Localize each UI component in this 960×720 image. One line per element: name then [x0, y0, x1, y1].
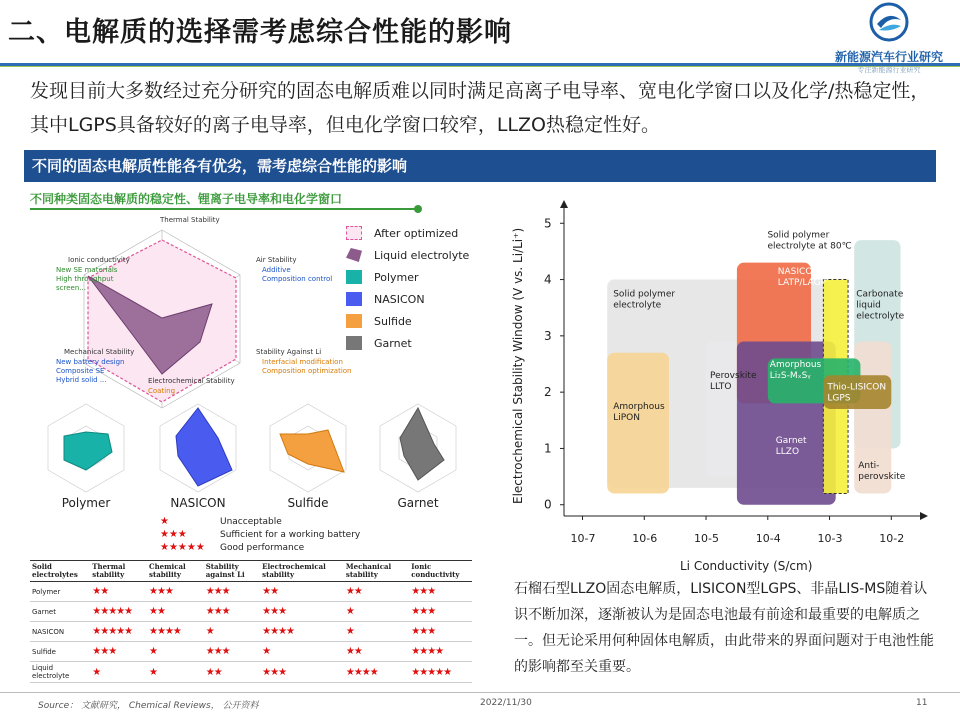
page-title: 二、电解质的选择需考虑综合性能的影响 — [8, 17, 512, 48]
label-solid-polymer-line-1: electrolyte — [613, 300, 662, 311]
label-nasicon-line-1: LATP/LAGP — [777, 277, 827, 288]
axis-thermal-label: Thermal Stability — [160, 216, 220, 224]
rating-row-2: ★★★ Sufficient for a working battery — [160, 529, 361, 540]
li-note-2: Composition optimization — [262, 367, 352, 375]
footer-divider — [0, 692, 960, 693]
label-llto-line-0: Perovskite — [710, 371, 757, 382]
radar-legend — [346, 222, 469, 354]
legend-item-sulfide: Sulfide — [346, 310, 469, 332]
label-carbonate-line-2: electrolyte — [856, 311, 905, 322]
polymer-radar-shape — [64, 432, 112, 470]
x-axis-title: Li Conductivity (S/cm) — [680, 559, 813, 573]
small-radar-label-nasicon: NASICON — [170, 496, 226, 510]
label-anti-perovskite-line-1: perovskite — [858, 472, 906, 483]
y-tick-label: 5 — [544, 216, 552, 231]
small-radars — [28, 400, 478, 500]
source-note: Source： 文献研究， Chemical Reviews， 公开资料 — [38, 701, 259, 711]
y-tick-label: 2 — [544, 385, 552, 400]
mech-note-2: Composite SE — [56, 367, 105, 375]
axis-mech-label: Mechanical Stability — [64, 348, 135, 356]
axis-air-label: Air Stability — [256, 256, 297, 264]
legend-item-nasicon: NASICON — [346, 288, 469, 310]
chart-caption: 石榴石型LLZO固态电解质，LISICON型LGPS、非晶LIS-MS随着认识不断加深，逐渐被认为是固态电池最有前途和最重要的电解质之一。但无论采用何种固体电解质，由此带来的界面问题对于电池性能的影响都至关重要。 — [514, 581, 934, 675]
subheading-underline — [30, 208, 418, 210]
ionic-note-2: High throughput — [56, 275, 114, 283]
mech-note-3: Hybrid solid ... — [56, 376, 107, 384]
section-banner: 不同的固态电解质性能各有优劣，需考虑综合性能的影响 — [24, 150, 936, 182]
label-polymer-80c-line-0: Solid polymer — [767, 230, 830, 241]
intro-text: 发现目前大多数经过充分研究的固态电解质难以同时满足高离子电导率、宽电化学窗口以及化学/热稳定性，其中LGPS具备较好的离子电导率，但电化学窗口较窄，LLZO热稳定性好。 — [30, 80, 930, 136]
region-1 — [607, 353, 669, 494]
x-tick-label: 10-5 — [694, 532, 720, 545]
label-lipon-line-1: LiPON — [613, 413, 640, 424]
label-carbonate-line-1: liquid — [856, 300, 881, 311]
li-note-1: Interfacial modification — [262, 358, 343, 366]
title-divider-accent — [0, 66, 960, 67]
ionic-note-3: screen... — [56, 284, 86, 292]
x-tick-label: 10-3 — [817, 532, 843, 545]
nasicon-radar-shape — [176, 408, 232, 486]
small-radar-label-polymer: Polymer — [61, 496, 111, 510]
small-radar-label-garnet: Garnet — [397, 496, 439, 510]
ionic-note-1: New SE materials — [56, 266, 118, 274]
axis-echem-label: Electrochemical Stability — [148, 377, 235, 385]
legend-swatch-icon — [346, 248, 362, 262]
label-garnet-line-0: Garnet — [775, 435, 807, 446]
label-amorphous-li2s-line-1: Li₂S-MₓSᵧ — [769, 370, 811, 381]
page-number: 11 — [916, 698, 928, 708]
axis-ionic-label: Ionic conductivity — [68, 256, 130, 264]
y-tick-label: 4 — [544, 272, 552, 287]
y-axis-arrow-icon — [560, 200, 568, 208]
rating-row-3: ★★★★★ Good performance — [160, 542, 305, 553]
label-anti-perovskite-line-0: Anti- — [858, 461, 880, 472]
subheading-dot — [414, 205, 422, 213]
properties-table — [30, 560, 472, 683]
logo-mark-icon — [867, 2, 911, 42]
logo — [824, 2, 954, 74]
label-amorphous-li2s-line-0: Amorphous — [769, 359, 822, 370]
legend-item-garnet: Garnet — [346, 332, 469, 354]
date-label: 2022/11/30 — [480, 698, 532, 708]
label-thio-lisicon-line-1: LGPS — [827, 393, 851, 404]
table-row: Liquid electrolyte ★ ★ ★★ ★★★ ★★★★ ★★★★★ — [30, 662, 472, 683]
label-llto-line-1: LLTO — [710, 382, 732, 393]
legend-item-liquid: Liquid electrolyte — [346, 244, 469, 266]
logo-sub: 专注新能源行业研究 — [857, 66, 921, 74]
sulfide-radar-shape — [280, 430, 344, 472]
legend-swatch-icon — [346, 336, 362, 350]
legend-item-polymer: Polymer — [346, 266, 469, 288]
y-axis-title: Electrochemical Stability Window (V vs. Li/Li⁺) — [511, 227, 525, 504]
table-row: Sulfide ★★★ ★ ★★★ ★ ★★ ★★★★ — [30, 642, 472, 662]
mech-note-1: New battery design — [56, 358, 125, 366]
table-row: NASICON ★★★★★ ★★★★ ★ ★★★★ ★ ★★★ — [30, 622, 472, 642]
echem-note-1: Coating — [148, 387, 176, 395]
stability-window-chart — [496, 194, 936, 574]
panel-subheading: 不同种类固态电解质的稳定性、锂离子电导率和电化学窗口 — [30, 192, 343, 206]
legend-swatch-icon — [346, 292, 362, 306]
x-axis-arrow-icon — [920, 512, 928, 520]
legend-swatch-icon — [346, 226, 362, 240]
label-nasicon-line-0: NASICON — [777, 266, 820, 277]
label-polymer-80c-line-1: electrolyte at 80℃ — [767, 241, 852, 252]
legend-item-after-optimized: After optimized — [346, 222, 469, 244]
y-tick-label: 1 — [544, 441, 552, 456]
x-tick-label: 10-4 — [755, 532, 781, 545]
table-row: Garnet ★★★★★ ★★ ★★★ ★★★ ★ ★★★ — [30, 602, 472, 622]
air-note-2: Composition control — [262, 275, 333, 283]
rating-row-1: ★ Unacceptable — [160, 516, 282, 527]
x-tick-label: 10-2 — [879, 532, 905, 545]
x-tick-label: 10-7 — [570, 532, 596, 545]
air-note-1: Additive — [262, 266, 291, 274]
x-tick-label: 10-6 — [632, 532, 658, 545]
label-carbonate-line-0: Carbonate — [856, 289, 904, 300]
small-radar-label-sulfide: Sulfide — [287, 496, 329, 510]
table-row: Polymer ★★ ★★★ ★★★ ★★ ★★ ★★★ — [30, 582, 472, 602]
label-thio-lisicon-line-0: Thio-LISICON — [827, 382, 887, 393]
logo-brand: 新能源汽车行业研究 — [834, 50, 943, 64]
legend-swatch-icon — [346, 314, 362, 328]
label-solid-polymer-line-0: Solid polymer — [613, 289, 676, 300]
legend-swatch-icon — [346, 270, 362, 284]
y-tick-label: 3 — [544, 328, 552, 343]
y-tick-label: 0 — [544, 497, 552, 512]
axis-li-label: Stability Against Li — [256, 348, 322, 356]
label-garnet-line-1: LLZO — [775, 446, 800, 457]
label-lipon-line-0: Amorphous — [613, 402, 665, 413]
table-header-row: Solid electrolytes Thermal stability Chemical stability Stability against Li Electrochemical stability Mechanical stability Ionic conductivity — [30, 561, 472, 582]
garnet-radar-shape — [400, 408, 444, 480]
